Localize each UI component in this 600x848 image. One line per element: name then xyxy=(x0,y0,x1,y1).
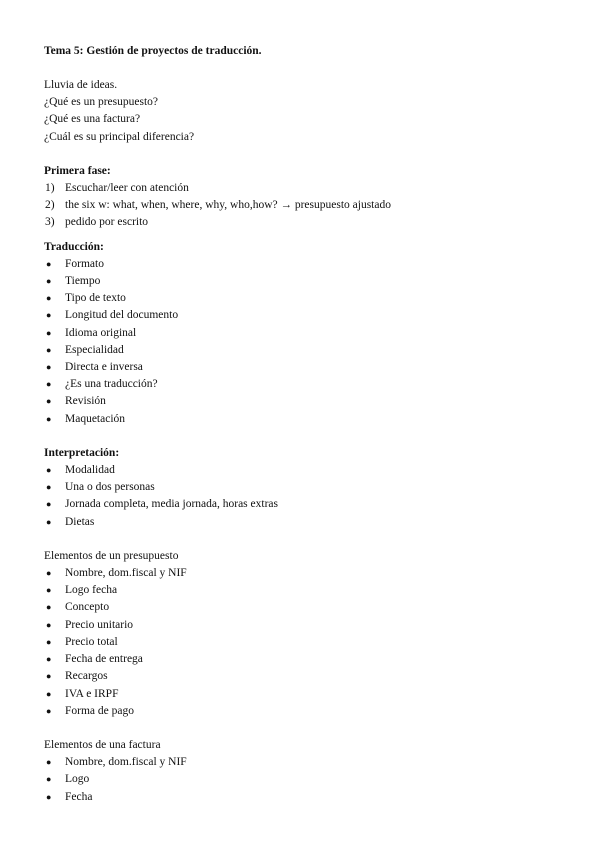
list-item-text: Modalidad xyxy=(65,464,115,477)
list-item xyxy=(44,359,564,376)
list-item xyxy=(44,771,564,788)
traduccion-section xyxy=(44,239,564,428)
list-item xyxy=(44,411,564,428)
bullet-icon: ● xyxy=(46,396,52,407)
bullet-icon: ● xyxy=(46,757,52,768)
list-item xyxy=(44,617,564,634)
list-item xyxy=(44,197,564,214)
presupuesto-section xyxy=(44,548,564,720)
list-item-text: Nombre, dom.fiscal y NIF xyxy=(65,756,187,769)
list-item-text: Precio unitario xyxy=(65,618,134,631)
list-item xyxy=(44,325,564,342)
intro-line: ¿Qué es un presupuesto? xyxy=(44,96,159,109)
list-number: 1) xyxy=(45,182,55,195)
intro-block xyxy=(44,77,564,146)
list-item-text: Precio total xyxy=(65,635,118,648)
primera-fase-heading: Primera fase: xyxy=(44,164,111,177)
factura-section xyxy=(44,737,564,806)
bullet-icon: ● xyxy=(46,602,52,613)
interpretacion-heading: Interpretación: xyxy=(44,446,120,459)
list-item-text: Tiempo xyxy=(65,275,101,288)
list-item-text: Jornada completa, media jornada, horas extras xyxy=(65,498,278,511)
bullet-icon: ● xyxy=(46,568,52,579)
bullet-icon: ● xyxy=(46,516,52,527)
intro-line: Lluvia de ideas. xyxy=(44,79,118,91)
list-item xyxy=(44,789,564,806)
list-item-text: Una o dos personas xyxy=(65,481,155,494)
list-item-text: Recargos xyxy=(65,670,108,683)
bullet-icon: ● xyxy=(46,327,52,338)
list-item-text: Forma de pago xyxy=(65,704,134,717)
list-item-text: Formato xyxy=(65,257,104,270)
list-item xyxy=(44,462,564,479)
list-item-text: Maquetación xyxy=(65,412,126,425)
bullet-icon: ● xyxy=(46,465,52,476)
factura-heading: Elementos de una factura xyxy=(44,738,161,751)
bullet-icon: ● xyxy=(46,774,52,785)
list-item xyxy=(44,599,564,616)
bullet-icon: ● xyxy=(46,258,52,269)
document-title: Tema 5: Gestión de proyectos de traducción. xyxy=(44,45,262,57)
primera-fase-list xyxy=(44,180,564,232)
list-item xyxy=(44,514,564,531)
list-item-text: Fecha de entrega xyxy=(65,653,143,666)
bullet-icon: ● xyxy=(46,362,52,373)
list-item-text: Revisión xyxy=(65,395,106,408)
bullet-icon: ● xyxy=(46,379,52,390)
bullet-icon: ● xyxy=(46,636,52,647)
bullet-icon: ● xyxy=(46,705,52,716)
list-item xyxy=(44,307,564,324)
document-page xyxy=(44,43,564,806)
bullet-icon: ● xyxy=(46,688,52,699)
bullet-icon: ● xyxy=(46,619,52,630)
intro-line: ¿Qué es una factura? xyxy=(44,113,141,126)
list-item xyxy=(44,273,564,290)
factura-list xyxy=(44,754,564,806)
list-item xyxy=(44,668,564,685)
bullet-icon: ● xyxy=(46,293,52,304)
list-item xyxy=(44,496,564,513)
bullet-icon: ● xyxy=(46,310,52,321)
list-item xyxy=(44,180,564,197)
list-number: 2) xyxy=(45,199,55,212)
list-item xyxy=(44,565,564,582)
list-item xyxy=(44,214,564,231)
list-item-text: IVA e IRPF xyxy=(65,687,119,700)
bullet-icon: ● xyxy=(46,482,52,493)
interpretacion-section xyxy=(44,445,564,531)
list-item xyxy=(44,686,564,703)
traduccion-heading: Traducción: xyxy=(44,240,104,253)
presupuesto-list xyxy=(44,565,564,720)
list-item-text: Dietas xyxy=(65,515,95,528)
list-number: 3) xyxy=(45,216,55,229)
bullet-icon: ● xyxy=(46,791,52,802)
list-item xyxy=(44,634,564,651)
bullet-icon: ● xyxy=(46,499,52,510)
list-item-text: Idioma original xyxy=(65,326,137,339)
bullet-icon: ● xyxy=(46,413,52,424)
bullet-icon: ● xyxy=(46,654,52,665)
list-item xyxy=(44,342,564,359)
list-item xyxy=(44,703,564,720)
list-item-text: the six w: what, when, where, why, who,how? → presupuesto ajustado xyxy=(65,199,391,212)
list-item xyxy=(44,479,564,496)
bullet-icon: ● xyxy=(46,585,52,596)
list-item xyxy=(44,393,564,410)
list-item-text: Concepto xyxy=(65,601,110,614)
intro-line: ¿Cuál es su principal diferencia? xyxy=(44,130,195,143)
list-item-text: Nombre, dom.fiscal y NIF xyxy=(65,567,187,580)
list-item xyxy=(44,754,564,771)
list-item-text: ¿Es una traducción? xyxy=(65,378,158,391)
bullet-icon: ● xyxy=(46,344,52,355)
bullet-icon: ● xyxy=(46,671,52,682)
list-item-text: Directa e inversa xyxy=(65,361,143,374)
list-item-text: Logo xyxy=(65,773,90,786)
list-item-text: Escuchar/leer con atención xyxy=(65,182,189,195)
list-item-text: Logo fecha xyxy=(65,584,118,597)
list-item-text: Tipo de texto xyxy=(65,292,126,305)
list-item-text: pedido por escrito xyxy=(65,216,149,229)
list-item-text: Especialidad xyxy=(65,343,124,356)
bullet-icon: ● xyxy=(46,276,52,287)
list-item xyxy=(44,290,564,307)
list-item-text: Longitud del documento xyxy=(65,309,179,322)
list-item-text: Fecha xyxy=(65,790,93,803)
traduccion-list xyxy=(44,256,564,428)
list-item xyxy=(44,256,564,273)
list-item xyxy=(44,582,564,599)
primera-fase-section xyxy=(44,163,564,232)
list-item xyxy=(44,651,564,668)
presupuesto-heading: Elementos de un presupuesto xyxy=(44,549,179,562)
list-item xyxy=(44,376,564,393)
interpretacion-list xyxy=(44,462,564,531)
